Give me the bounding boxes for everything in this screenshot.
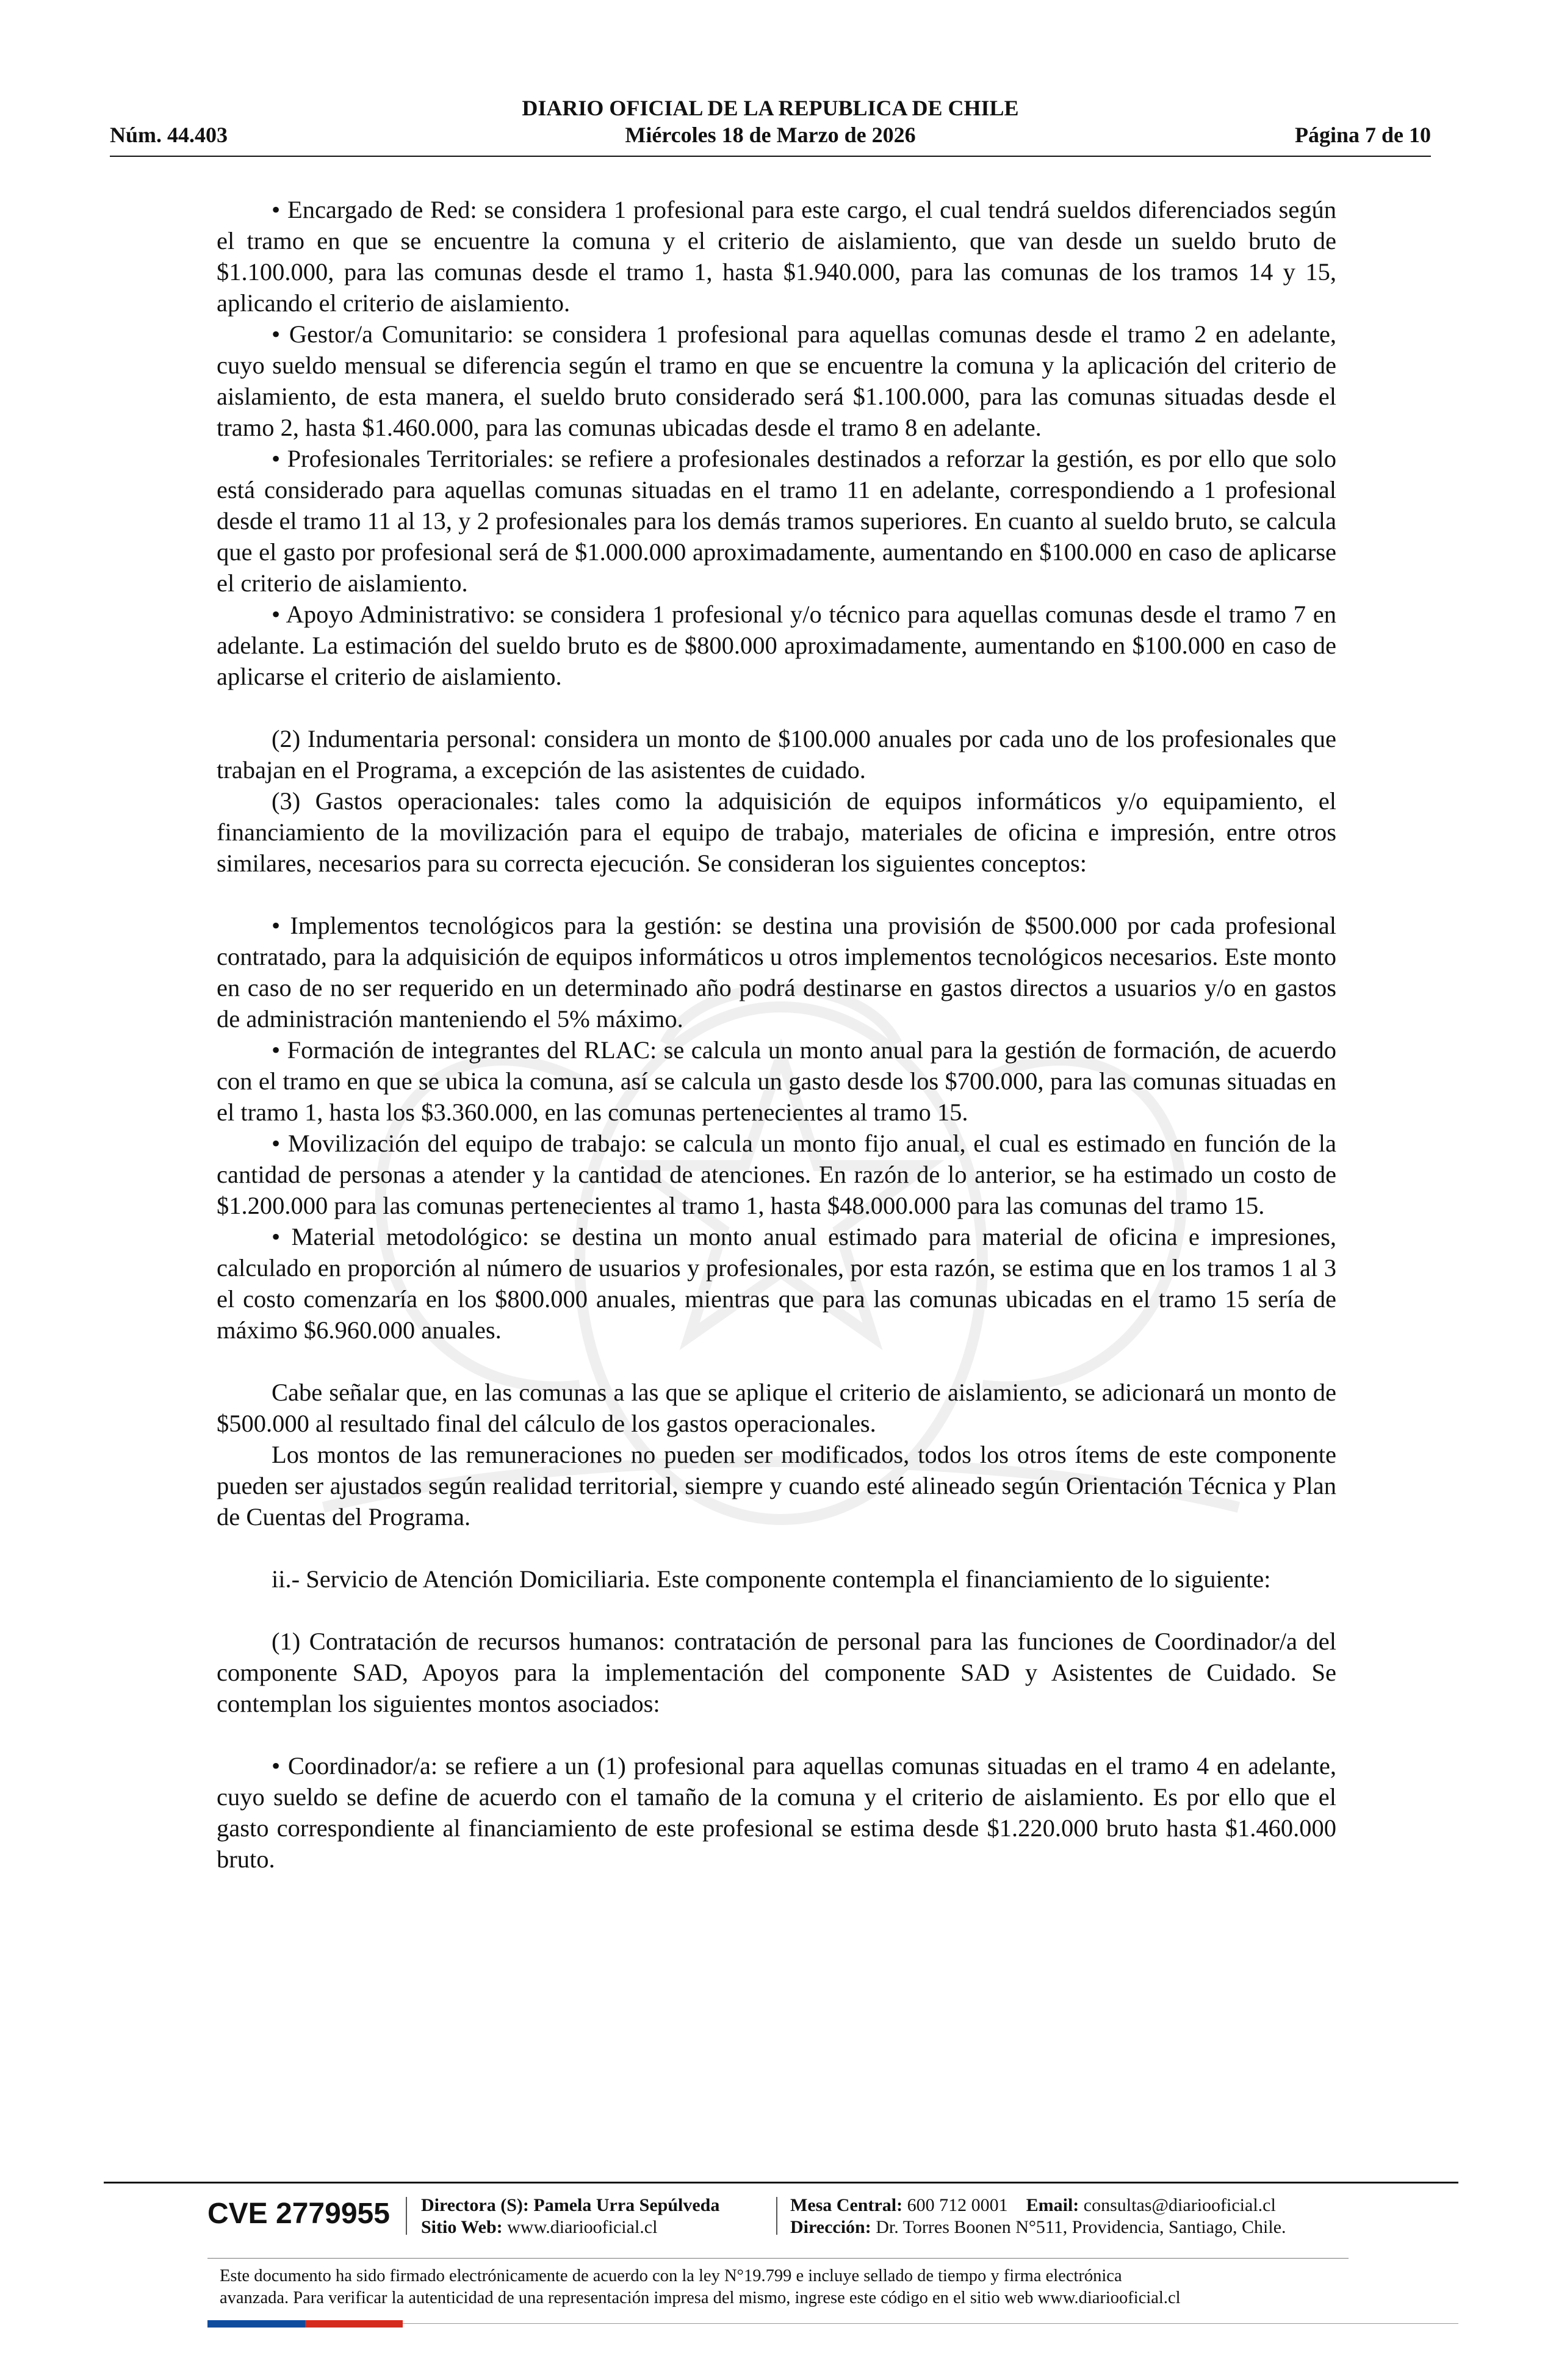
page-header: [110, 95, 1431, 162]
director-name: Pamela Urra Sepúlveda: [533, 2195, 720, 2215]
page-number: Página 7 de 10: [1294, 123, 1431, 147]
paragraph: • Formación de integrantes del RLAC: se calcula un monto anual para la gestión de formación, de acuerdo con el tramo en que se ubica la comuna, así se calcula un gasto desde los $700.000, para las comunas situadas en el tramo 1, hasta los $3.360.000, en las comunas pertenecientes al tramo 15.: [217, 1036, 1336, 1126]
flag-stripe-red: [305, 2320, 403, 2328]
paragraph: (2) Indumentaria personal: considera un monto de $100.000 anuales por cada uno de los profesionales que trabajan en el Programa, a excepción de las asistentes de cuidado.: [217, 725, 1336, 784]
email-link[interactable]: consultas@diariooficial.cl: [1083, 2195, 1276, 2215]
footer-thin-divider: [207, 2258, 1349, 2259]
paragraph: • Apoyo Administrativo: se considera 1 profesional y/o técnico para aquellas comunas desde el tramo 7 en adelante. La estimación del sueldo bruto es de $800.000 aproximadamente, aumentando en $100.000 en caso de aplicarse el criterio de aislamiento.: [217, 600, 1336, 690]
issue-number: Núm. 44.403: [110, 123, 228, 147]
email-label: Email:: [1026, 2195, 1079, 2215]
legal-line: avanzada. Para verificar la autenticidad de una representación impresa del mismo, ingrese este código en el sitio web www.diariooficial.cl: [220, 2288, 1181, 2307]
document-body: [217, 194, 1336, 1875]
cve-code: CVE 2779955: [207, 2198, 390, 2230]
director-label: Directora (S):: [421, 2195, 529, 2215]
footer-contact-block: [790, 2194, 1286, 2238]
legal-notice: [220, 2265, 1339, 2309]
journal-header: [110, 95, 1431, 148]
paragraph: ii.- Servicio de Atención Domiciliaria. Este componente contempla el financiamiento de lo siguiente:: [272, 1565, 1271, 1593]
web-link[interactable]: www.diariooficial.cl: [507, 2217, 658, 2237]
paragraph: • Implementos tecnológicos para la gestión: se destina una provisión de $500.000 por cada profesional contratado, para la adquisición de equipos informáticos u otros implementos tecnológicos necesarios. Este monto en caso de no ser requerido en un determinado año podrá destinarse en gastos directos a usuarios y/o en gastos de administración manteniendo el 5% máximo.: [217, 912, 1336, 1033]
paragraph: • Material metodológico: se destina un monto anual estimado para material de oficina e impresiones, calculado en proporción al número de usuarios y profesionales, por esta razón, se estima que en los tramos 1 al 3 el costo comenzaría en los $800.000 anuales, mientras que para las comunas ubicadas en el tramo 15 sería de máximo $6.960.000 anuales.: [217, 1223, 1336, 1344]
phone-value: 600 712 0001: [907, 2195, 1008, 2215]
paragraph: • Movilización del equipo de trabajo: se calcula un monto fijo anual, el cual es estimado en función de la cantidad de personas a atender y la cantidad de atenciones. En razón de lo anterior, se ha estimado un costo de $1.200.000 para las comunas pertenecientes al tramo 1, hasta $48.000.000 para las comunas del tramo 15.: [217, 1130, 1336, 1219]
paragraph: • Profesionales Territoriales: se refiere a profesionales destinados a reforzar la gestión, es por ello que solo está considerado para aquellas comunas situadas en el tramo 11 en adelante, correspondiendo a 1 profesional desde el tramo 11 al 13, y 2 profesionales para los demás tramos superiores. En cuanto al sueldo bruto, se calcula que el gasto por profesional será de $1.000.000 aproximadamente, aumentando en $100.000 en caso de aplicarse el criterio de aislamiento.: [217, 445, 1336, 597]
phone-label: Mesa Central:: [790, 2195, 903, 2215]
address-label: Dirección:: [790, 2217, 871, 2237]
paragraph: • Coordinador/a: se refiere a un (1) profesional para aquellas comunas situadas en el tramo 4 en adelante, cuyo sueldo se define de acuerdo con el tamaño de la comuna y el criterio de aislamiento. Es por ello que el gasto correspondiente al financiamiento de este profesional se estima desde $1.220.000 bruto hasta $1.460.000 bruto.: [217, 1752, 1336, 1873]
legal-line: Este documento ha sido firmado electrónicamente de acuerdo con la ley N°19.799 e incluye sellado de tiempo y firma electrónica: [220, 2266, 1122, 2285]
paragraph: • Encargado de Red: se considera 1 profesional para este cargo, el cual tendrá sueldos diferenciados según el tramo en que se encuentre la comuna y el criterio de aislamiento, que van desde un sueldo bruto de $1.100.000, para las comunas desde el tramo 1, hasta $1.940.000, para las comunas de los tramos 14 y 15, aplicando el criterio de aislamiento.: [217, 196, 1336, 317]
flag-stripe-blue: [207, 2320, 305, 2328]
footer-separator: [406, 2197, 407, 2235]
footer-bottom-line: [403, 2323, 1458, 2324]
paragraph: (1) Contratación de recursos humanos: contratación de personal para las funciones de Coordinador/a del componente SAD, Apoyos para la implementación del componente SAD y Asistentes de Cuidado. Se contemplan los siguientes montos asociados:: [217, 1628, 1336, 1717]
paragraph: (3) Gastos operacionales: tales como la adquisición de equipos informáticos y/o equipamiento, el financiamiento de la movilización para el equipo de trabajo, materiales de oficina e impresión, entre otros similares, necesarios para su correcta ejecución. Se consideran los siguientes conceptos:: [217, 787, 1336, 877]
journal-title: DIARIO OFICIAL DE LA REPUBLICA DE CHILE: [522, 96, 1019, 120]
paragraph: Cabe señalar que, en las comunas a las que se aplique el criterio de aislamiento, se adicionará un monto de $500.000 al resultado final del cálculo de los gastos operacionales.: [217, 1379, 1336, 1437]
address-value: Dr. Torres Boonen N°511, Providencia, Santiago, Chile.: [876, 2217, 1286, 2237]
issue-date: Miércoles 18 de Marzo de 2026: [625, 123, 916, 147]
paragraph: Los montos de las remuneraciones no pueden ser modificados, todos los otros ítems de este componente pueden ser ajustados según realidad territorial, siempre y cuando esté alineado según Orientación Técnica y Plan de Cuentas del Programa.: [217, 1441, 1336, 1531]
footer-divider: [104, 2182, 1458, 2183]
web-label: Sitio Web:: [421, 2217, 503, 2237]
header-divider: [110, 156, 1431, 157]
footer-director-block: [421, 2194, 719, 2238]
footer-separator: [776, 2197, 777, 2235]
paragraph: • Gestor/a Comunitario: se considera 1 profesional para aquellas comunas desde el tramo 2 en adelante, cuyo sueldo mensual se diferencia según el tramo en que se encuentre la comuna y la aplicación del criterio de aislamiento, de esta manera, el sueldo bruto considerado será $1.100.000, para las comunas situadas desde el tramo 2, hasta $1.460.000, para las comunas ubicadas desde el tramo 8 en adelante.: [217, 320, 1336, 441]
